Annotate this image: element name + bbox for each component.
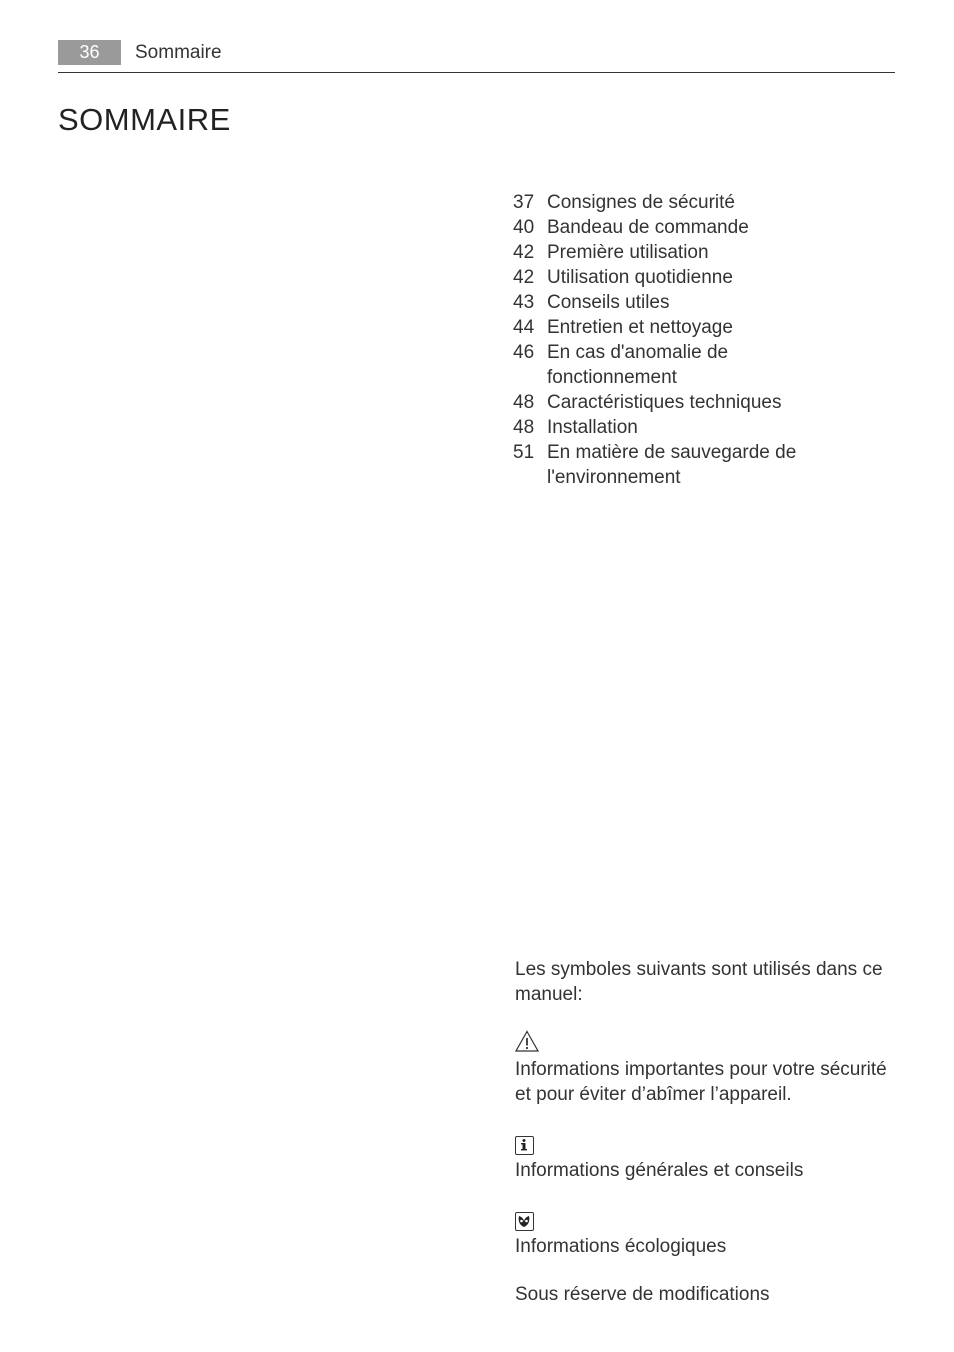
toc-page-number: 43 — [513, 292, 535, 313]
toc-label: Bandeau de commande — [547, 217, 749, 238]
toc-label: Caractéristiques techniques — [547, 392, 782, 413]
legend-item-eco — [515, 1209, 905, 1259]
symbol-legend — [515, 957, 905, 1307]
table-of-contents — [513, 190, 893, 490]
legend-warning-text: Informations importantes pour votre sécurité et pour éviter d’abîmer l’appareil. — [515, 1059, 887, 1105]
toc-page-number: 44 — [513, 317, 535, 338]
toc-page-number: 48 — [513, 417, 535, 438]
toc-item[interactable] — [513, 315, 893, 340]
toc-page-number: 51 — [513, 442, 535, 463]
toc-page-number: 40 — [513, 217, 535, 238]
toc-item[interactable] — [513, 190, 893, 215]
page-number: 36 — [58, 40, 121, 65]
toc-label: Première utilisation — [547, 242, 709, 263]
legend-footer: Sous réserve de modifications — [515, 1284, 770, 1305]
toc-label: Entretien et nettoyage — [547, 317, 733, 338]
toc-page-number: 42 — [513, 242, 535, 263]
toc-item[interactable] — [513, 415, 893, 440]
page-header — [58, 40, 895, 73]
legend-intro: Les symboles suivants sont utilisés dans ce manuel: — [515, 959, 883, 1005]
legend-eco-text: Informations écologiques — [515, 1236, 727, 1257]
toc-item[interactable] — [513, 390, 893, 415]
toc-item[interactable] — [513, 290, 893, 315]
toc-item[interactable] — [513, 440, 893, 490]
toc-page-number: 42 — [513, 267, 535, 288]
legend-info-text: Informations générales et conseils — [515, 1160, 804, 1181]
toc-page-number: 48 — [513, 392, 535, 413]
toc-label: Installation — [547, 417, 638, 438]
toc-label: En cas d'anomalie de fonctionnement — [547, 342, 729, 388]
toc-item[interactable] — [513, 340, 893, 390]
section-title: Sommaire — [135, 42, 222, 63]
toc-label: Consignes de sécurité — [547, 192, 735, 213]
legend-item-warning — [515, 1032, 905, 1107]
toc-label: Conseils utiles — [547, 292, 670, 313]
toc-page-number: 46 — [513, 342, 535, 363]
toc-label: Utilisation quotidienne — [547, 267, 733, 288]
eco-icon — [515, 1212, 534, 1231]
page-title: SOMMAIRE — [58, 102, 231, 137]
toc-item[interactable] — [513, 240, 893, 265]
legend-item-info — [515, 1133, 905, 1183]
toc-label: En matière de sauvegarde de l'environnement — [547, 442, 797, 488]
toc-item[interactable] — [513, 265, 893, 290]
info-icon — [515, 1136, 534, 1155]
toc-item[interactable] — [513, 215, 893, 240]
toc-page-number: 37 — [513, 192, 535, 213]
warning-triangle-icon — [515, 1030, 539, 1059]
